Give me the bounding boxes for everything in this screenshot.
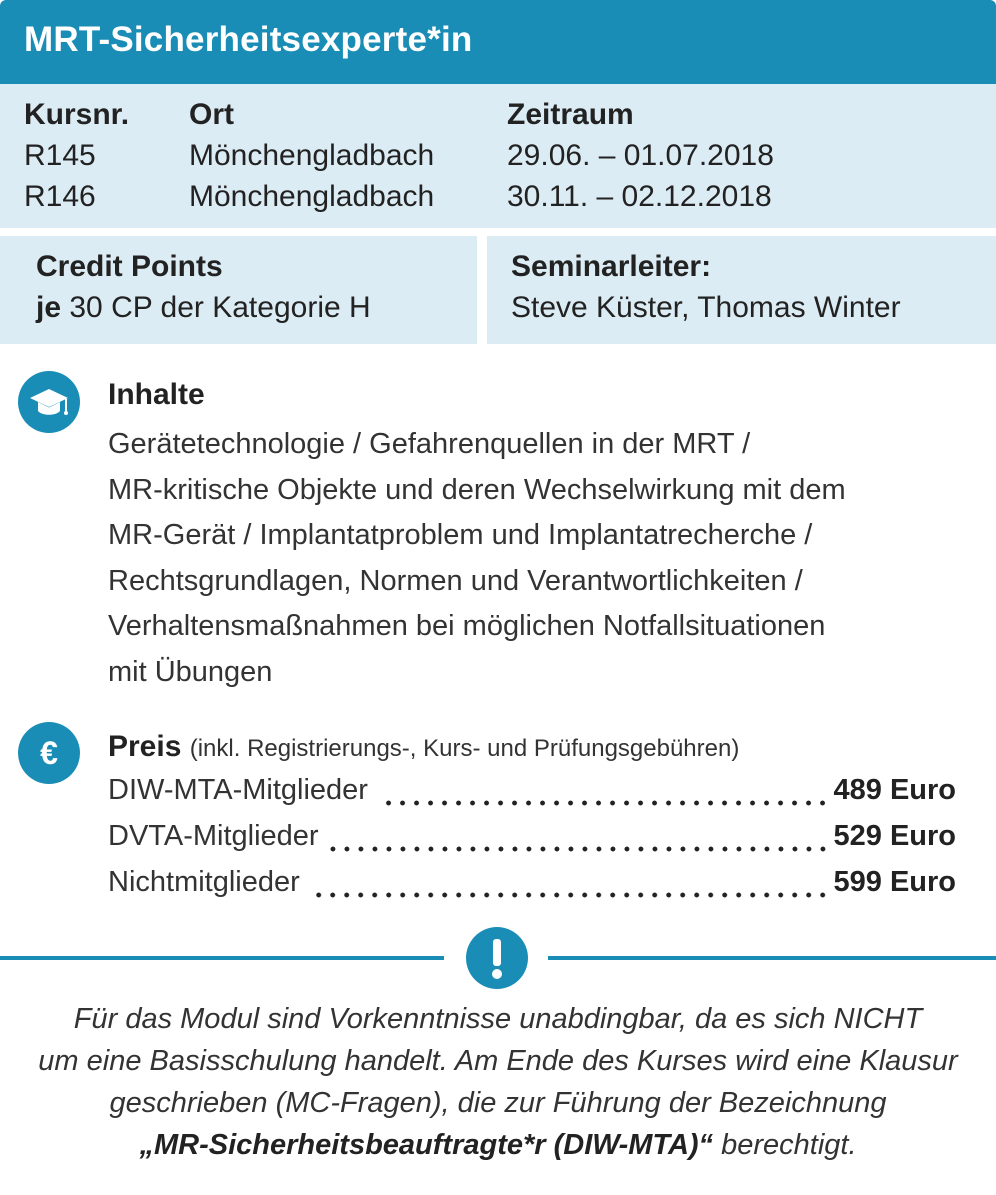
- price-value: 489 Euro: [833, 774, 956, 806]
- graduation-cap-icon: [18, 371, 80, 433]
- seminar-leader-panel: [487, 236, 996, 344]
- header-kursnr: Kursnr.: [24, 98, 130, 131]
- course-number: R146: [24, 180, 96, 213]
- dot-leader: [310, 890, 830, 900]
- notice-text: [0, 998, 996, 1166]
- course-schedule: [0, 84, 996, 228]
- header-ort: Ort: [189, 98, 234, 131]
- inhalte-line: MR-Gerät / Implantatproblem und Implantatrecherche /: [108, 519, 813, 551]
- inhalte-heading: Inhalte: [108, 378, 205, 411]
- notice-rest: berechtigt.: [713, 1129, 857, 1161]
- divider-right: [548, 956, 996, 960]
- dot-leader: [329, 844, 830, 854]
- header-zeitraum: Zeitraum: [507, 98, 634, 131]
- credit-points-prefix: je: [36, 291, 62, 324]
- price-value: 599 Euro: [833, 866, 956, 898]
- seminar-leader-heading: Seminarleiter:: [511, 250, 712, 283]
- price-row: [108, 820, 956, 860]
- svg-text:€: €: [40, 735, 58, 771]
- course-dates: 30.11. – 02.12.2018: [507, 180, 772, 213]
- course-location: Mönchengladbach: [189, 139, 435, 172]
- page-title: MRT-Sicherheitsexperte*in: [24, 20, 473, 59]
- inhalte-line: Gerätetechnologie / Gefahrenquellen in der MRT /: [108, 428, 751, 460]
- exclamation-icon: [466, 927, 528, 989]
- notice-designation: „MR-Sicherheitsbeauftragte*r (DIW-MTA)“: [139, 1129, 714, 1161]
- divider-left: [0, 956, 444, 960]
- credit-points-heading: Credit Points: [36, 250, 223, 283]
- price-value: 529 Euro: [833, 820, 956, 852]
- price-label: DVTA-Mitglieder: [108, 820, 319, 852]
- inhalte-line: mit Übungen: [108, 655, 273, 688]
- price-row: [108, 866, 956, 906]
- notice-line-last: [0, 1124, 996, 1166]
- inhalte-list: [108, 422, 968, 695]
- course-number: R145: [24, 139, 96, 172]
- credit-points-text: 30 CP der Kategorie H: [69, 291, 371, 324]
- credit-points-panel: [0, 236, 477, 344]
- seminar-leader-names: Steve Küster, Thomas Winter: [511, 291, 901, 324]
- dot-leader: [378, 798, 830, 808]
- price-label: DIW-MTA-Mitglieder: [108, 774, 368, 806]
- course-dates: 29.06. – 01.07.2018: [507, 139, 774, 172]
- preis-subheading: (inkl. Registrierungs-, Kurs- und Prüfungsgebühren): [189, 735, 740, 762]
- price-label: Nichtmitglieder: [108, 866, 300, 898]
- title-bar: [0, 0, 996, 84]
- price-row: [108, 774, 956, 814]
- euro-icon: [18, 722, 80, 784]
- notice-line: geschrieben (MC-Fragen), die zur Führung der Bezeichnung: [109, 1087, 887, 1119]
- credit-points-value: [36, 291, 371, 325]
- preis-heading-row: [108, 730, 739, 764]
- inhalte-line: MR-kritische Objekte und deren Wechselwirkung mit dem: [108, 473, 846, 506]
- inhalte-line: Rechtsgrundlagen, Normen und Verantwortlichkeiten /: [108, 564, 803, 597]
- notice-line: Für das Modul sind Vorkenntnisse unabdingbar, da es sich NICHT: [73, 1003, 923, 1035]
- inhalte-line: Verhaltensmaßnahmen bei möglichen Notfallsituationen: [108, 610, 826, 642]
- notice-line: um eine Basisschulung handelt. Am Ende des Kurses wird eine Klausur: [38, 1045, 958, 1077]
- course-location: Mönchengladbach: [189, 180, 435, 213]
- preis-heading: Preis: [108, 730, 182, 763]
